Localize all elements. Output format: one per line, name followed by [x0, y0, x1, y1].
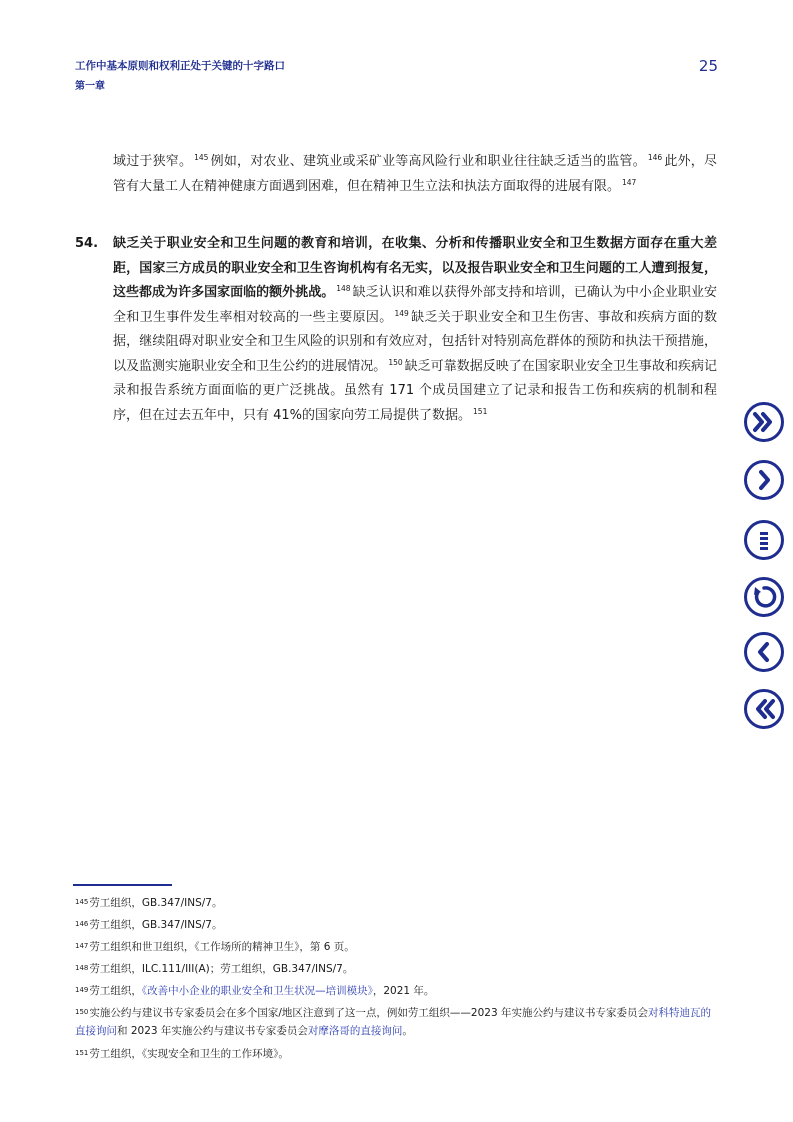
page-number: 25 — [698, 57, 718, 75]
footnote-link-training-module[interactable]: 《改善中小企业的职业安全和卫生状况—培训模块》 — [141, 985, 373, 997]
running-header-title: 工作中基本原则和权利正处于关键的十字路口 — [75, 60, 285, 72]
footnote-text: 劳工组织，《实现安全和卫生的工作环境》。 — [89, 1048, 289, 1060]
double-chevron-right-icon — [750, 408, 778, 436]
footnote-number: 148 — [75, 964, 89, 972]
fast-back-button[interactable] — [744, 689, 784, 729]
footnote-number: 145 — [75, 898, 89, 906]
next-page-button[interactable] — [744, 460, 784, 500]
paragraph-number: 54. — [75, 236, 99, 251]
footnote-text: 劳工组织，ILC.111/III(A)；劳工组织，GB.347/INS/7。 — [89, 963, 354, 975]
footnote-link-cote-divoire[interactable]: 对科特迪瓦的直接询问 — [75, 1007, 711, 1037]
footnote-147 — [75, 936, 718, 957]
footnote-number: 146 — [75, 920, 89, 928]
list-icon — [750, 526, 778, 554]
footnote-150 — [75, 1003, 718, 1040]
footnote-ref-146[interactable]: 146 — [647, 153, 663, 162]
footnote-text: 劳工组织，GB.347/INS/7。 — [89, 897, 223, 909]
previous-page-button[interactable] — [744, 632, 784, 672]
chevron-left-icon — [750, 638, 778, 666]
paragraph-body — [113, 232, 717, 428]
footnote-149 — [75, 980, 718, 1001]
footnote-text: ，2021 年。 — [372, 985, 435, 997]
footnote-text: 实施公约与建议书专家委员会在多个国家/地区注意到了这一点，例如劳工组织——2023 年实施公约与建议书专家委员会 — [89, 1007, 648, 1019]
footnote-ref-147[interactable]: 147 — [622, 177, 637, 187]
footnote-text: 劳工组织，GB.347/INS/7。 — [89, 919, 223, 931]
continued-text-1: 域过于狭窄。 — [113, 154, 193, 169]
continued-paragraph — [113, 150, 717, 199]
paragraph-text-2: 缺乏关于职业安全和卫生伤害、事故和疾病方面的数据，继续阻碍对职业安全和卫生风险的识别和有效应对，包括针对特别高危群体的预防和执法干预措施，以及监测实施职业安全和卫生公约的进展情况。 — [113, 309, 717, 374]
paragraph-text-1: 缺乏认识和难以获得外部支持和培训，已确认为中小企业职业安全和卫生事件发生率相对较高的一些主要原因。 — [113, 285, 717, 325]
paragraph-text-3: 缺乏可靠数据反映了在国家职业安全卫生事故和疾病记录和报告系统方面面临的更广泛挑战。虽然有 171 个成员国建立了记录和报告工伤和疾病的机制和程序，但在过去五年中，只有 41%的国家向劳工局提供了数据。 — [113, 358, 717, 423]
footnote-ref-148[interactable]: 148 — [336, 284, 351, 293]
footnote-text: 劳工组织， — [89, 985, 142, 997]
footnotes — [75, 892, 718, 1065]
rotate-arrow-icon — [750, 583, 778, 611]
table-of-contents-button[interactable] — [744, 520, 784, 560]
footnote-ref-145[interactable]: 145 — [194, 153, 209, 162]
double-chevron-left-icon — [750, 695, 778, 723]
footnote-number: 150 — [75, 1008, 89, 1016]
footnote-text: 劳工组织和世卫组织，《工作场所的精神卫生》，第 6 页。 — [89, 941, 355, 953]
footnote-ref-151[interactable]: 151 — [473, 406, 488, 416]
footnote-number: 151 — [75, 1049, 89, 1057]
footnote-151 — [75, 1043, 718, 1064]
paragraph-54 — [75, 232, 717, 428]
footnote-text: 。 — [402, 1025, 413, 1037]
continued-text-3: 此外，尽管有大量工人在精神健康方面遇到困难，但在精神卫生立法和执法方面取得的进展有限。 — [113, 154, 717, 194]
back-button[interactable] — [744, 577, 784, 617]
paragraph-lead-bold: 缺乏关于职业安全和卫生问题的教育和培训，在收集、分析和传播职业安全和卫生数据方面存在重大差距，国家三方成员的职业安全和卫生咨询机构有名无实，以及报告职业安全和卫生问题的工人遭到报复，这些都成为许多国家面临的额外挑战。 — [113, 236, 717, 300]
footnote-ref-149[interactable]: 149 — [394, 308, 409, 318]
chevron-right-icon — [750, 466, 778, 494]
running-header-chapter: 第一章 — [75, 81, 105, 92]
footnote-text: 和 2023 年实施公约与建议书专家委员会 — [117, 1025, 308, 1037]
footnote-number: 147 — [75, 942, 89, 950]
footnote-145 — [75, 892, 718, 913]
footnote-number: 149 — [75, 986, 89, 994]
footnote-divider — [73, 884, 172, 886]
footnote-link-morocco[interactable]: 对摩洛哥的直接询问 — [307, 1025, 403, 1037]
footnote-146 — [75, 914, 718, 935]
continued-text-2: 例如，对农业、建筑业或采矿业等高风险行业和职业往往缺乏适当的监管。 — [210, 154, 646, 169]
fast-forward-button[interactable] — [744, 402, 784, 442]
footnote-ref-150[interactable]: 150 — [388, 357, 403, 367]
footnote-148 — [75, 958, 718, 979]
